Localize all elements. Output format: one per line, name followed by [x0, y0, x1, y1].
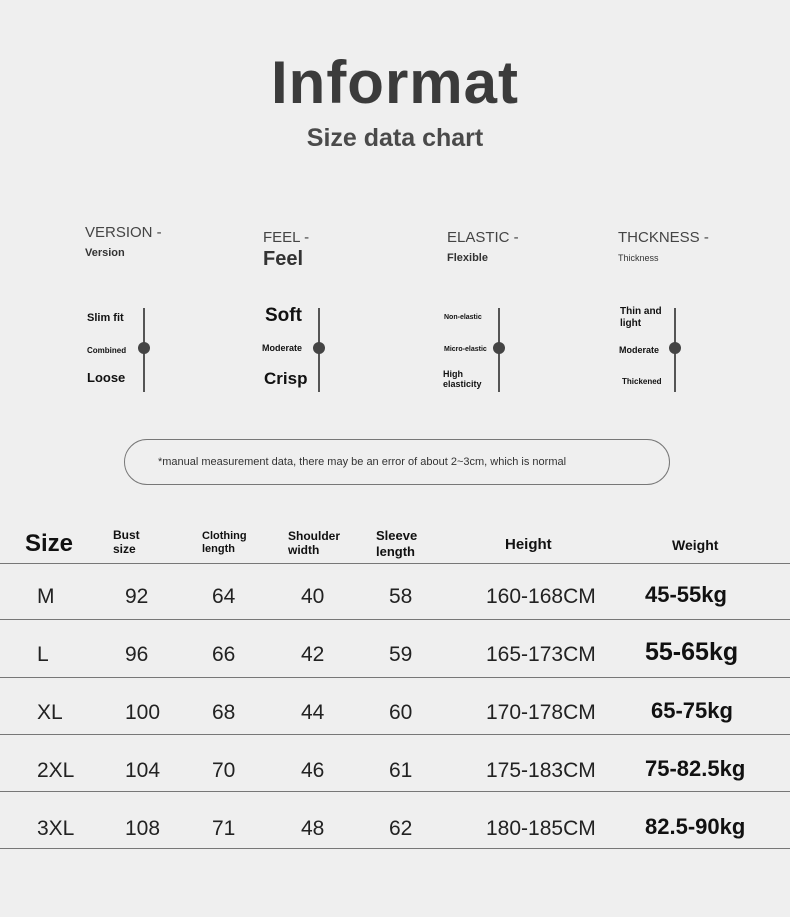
table-divider	[0, 791, 790, 792]
row-2xl-clothing: 70	[212, 759, 236, 782]
row-xl-height: 170-178CM	[486, 701, 596, 724]
row-2xl-size: 2XL	[37, 759, 75, 782]
version-scale-marker	[138, 342, 150, 354]
version-middle-label: Combined	[87, 346, 127, 355]
col-header-sleeve-line2: length	[376, 543, 415, 559]
row-3xl-height: 180-185CM	[486, 817, 596, 840]
feel-middle-label: Moderate	[262, 343, 303, 353]
col-header-shoulder	[288, 529, 340, 558]
attr-feel-heading: FEEL -	[263, 229, 310, 246]
row-3xl-bust: 108	[125, 817, 161, 840]
elastic-bottom-line1: High	[443, 369, 463, 379]
attr-elastic	[447, 229, 519, 264]
col-header-shoulder-line1: Shoulder	[288, 529, 341, 543]
row-m-shoulder: 40	[301, 585, 325, 608]
row-xl-clothing: 68	[212, 701, 236, 724]
attr-thickness-sub: Thickness	[618, 253, 659, 263]
row-l-size: L	[37, 643, 49, 666]
attr-feel	[263, 229, 309, 271]
row-l-sleeve: 59	[389, 643, 413, 666]
col-header-sleeve	[376, 528, 417, 559]
col-header-shoulder-line2: width	[288, 543, 320, 558]
row-xl-bust: 100	[125, 701, 161, 724]
row-l-weight: 55-65kg	[645, 638, 739, 666]
row-m-height: 160-168CM	[486, 585, 596, 608]
elastic-bottom-line2: elasticity	[443, 379, 482, 390]
row-2xl-weight: 75-82.5kg	[645, 756, 746, 781]
attr-elastic-heading: ELASTIC -	[447, 229, 519, 246]
col-header-clothing-line2: length	[202, 543, 235, 556]
col-header-bust	[113, 528, 140, 557]
col-header-size: Size	[25, 530, 74, 557]
col-header-bust-line1: Bust	[113, 528, 140, 542]
table-divider	[0, 677, 790, 678]
page-subtitle: Size data chart	[306, 124, 484, 152]
elastic-middle-label: Micro-elastic	[444, 346, 487, 353]
version-bottom-label: Loose	[87, 370, 126, 385]
attr-feel-sub: Feel	[263, 248, 304, 270]
thickness-bottom-label: Thickened	[622, 377, 662, 386]
row-2xl-bust: 104	[125, 759, 161, 782]
version-top-label: Slim fit	[87, 312, 124, 324]
row-xl-shoulder: 44	[301, 701, 325, 724]
row-l-height: 165-173CM	[486, 643, 596, 666]
attr-version-sub: Version	[85, 247, 125, 259]
col-header-height: Height	[505, 536, 552, 553]
thickness-top-line2: light	[620, 317, 642, 329]
table-divider	[0, 734, 790, 735]
row-2xl-sleeve: 61	[389, 759, 413, 782]
attr-elastic-sub: Flexible	[447, 252, 488, 264]
row-2xl-shoulder: 46	[301, 759, 325, 782]
col-header-bust-line2: size	[113, 542, 136, 557]
col-header-sleeve-line1: Sleeve	[376, 528, 418, 543]
page-title: Informat	[271, 49, 519, 116]
table-divider	[0, 619, 790, 620]
row-l-clothing: 66	[212, 643, 236, 666]
table-divider	[0, 848, 790, 849]
table-divider	[0, 563, 790, 564]
row-m-sleeve: 58	[389, 585, 413, 608]
row-3xl-size: 3XL	[37, 817, 75, 840]
attr-thickness	[618, 229, 709, 263]
row-l-shoulder: 42	[301, 643, 325, 666]
col-header-clothing	[202, 530, 247, 556]
row-2xl-height: 175-183CM	[486, 759, 596, 782]
attr-version-heading: VERSION -	[85, 224, 162, 241]
row-m-clothing: 64	[212, 585, 236, 608]
col-header-weight: Weight	[672, 537, 719, 553]
row-m-size: M	[37, 585, 55, 608]
elastic-scale-marker	[493, 342, 505, 354]
feel-top-label: Soft	[265, 305, 302, 326]
row-xl-sleeve: 60	[389, 701, 413, 724]
thickness-scale-marker	[669, 342, 681, 354]
thickness-top-label	[620, 306, 662, 329]
feel-scale-marker	[313, 342, 325, 354]
thickness-top-line1: Thin and	[620, 306, 662, 317]
attr-version	[85, 224, 162, 259]
row-3xl-clothing: 71	[212, 817, 236, 840]
col-header-clothing-line1: Clothing	[202, 530, 247, 542]
row-3xl-weight: 82.5-90kg	[645, 814, 746, 839]
thickness-middle-label: Moderate	[619, 345, 660, 355]
attr-thickness-heading: THCKNESS -	[618, 229, 709, 246]
row-3xl-shoulder: 48	[301, 817, 325, 840]
row-3xl-sleeve: 62	[389, 817, 413, 840]
measurement-note: *manual measurement data, there may be an error of about 2~3cm, which is normal	[124, 439, 670, 485]
elastic-bottom-label	[443, 369, 482, 390]
elastic-top-label: Non-elastic	[444, 314, 482, 321]
row-l-bust: 96	[125, 643, 149, 666]
row-xl-weight: 65-75kg	[651, 698, 733, 723]
feel-bottom-label: Crisp	[264, 369, 308, 388]
row-m-bust: 92	[125, 585, 149, 608]
row-m-weight: 45-55kg	[645, 582, 727, 607]
row-xl-size: XL	[37, 701, 63, 724]
